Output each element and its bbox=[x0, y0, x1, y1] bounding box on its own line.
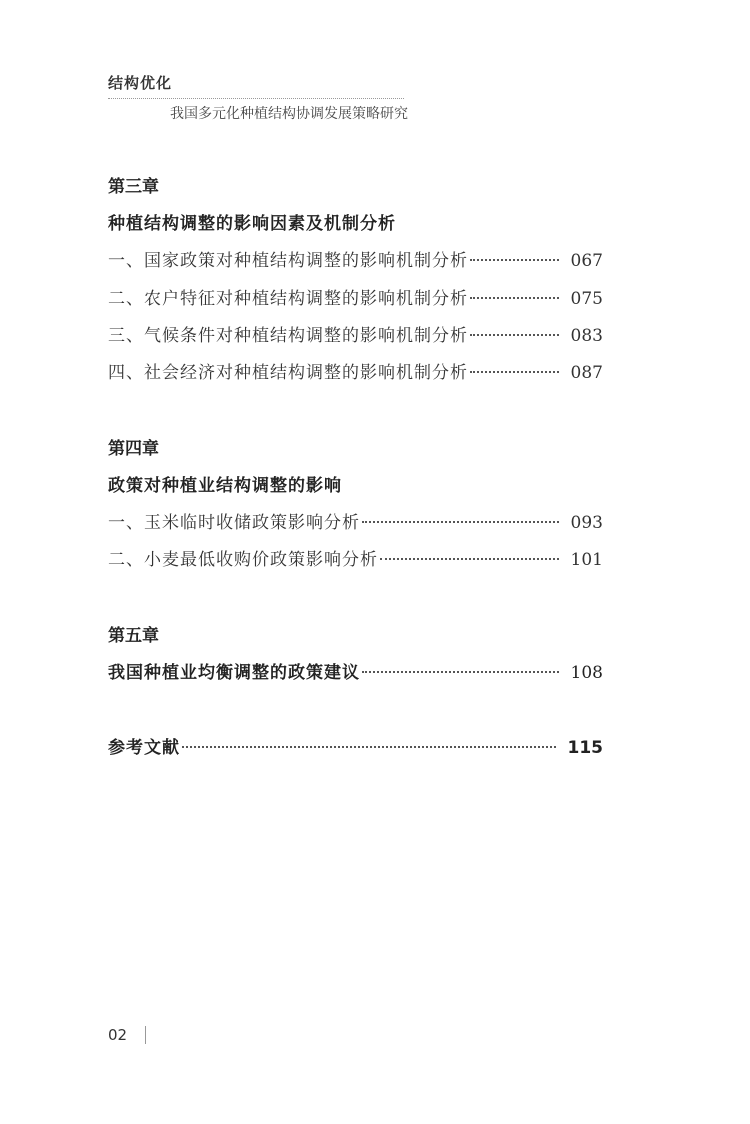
toc-entry[interactable] bbox=[108, 284, 603, 309]
page-number: 02 bbox=[108, 1026, 128, 1044]
dot-leader bbox=[470, 371, 559, 373]
toc-entry[interactable] bbox=[108, 246, 603, 271]
toc-entry[interactable] bbox=[108, 658, 603, 683]
chapter-title: 政策对种植业结构调整的影响 bbox=[108, 476, 342, 496]
toc-entry-page: 101 bbox=[570, 550, 603, 570]
toc-entry-page: 093 bbox=[570, 513, 603, 533]
toc-entry-label: 三、气候条件对种植结构调整的影响机制分析 bbox=[108, 326, 468, 346]
toc-entry-label: 二、农户特征对种植结构调整的影响机制分析 bbox=[108, 289, 468, 309]
toc-entry[interactable] bbox=[108, 545, 603, 570]
dot-leader bbox=[362, 671, 559, 673]
chapter-label: 第三章 bbox=[108, 177, 159, 197]
toc-entry-label: 一、玉米临时收储政策影响分析 bbox=[108, 513, 360, 533]
toc-entry-page: 083 bbox=[570, 326, 603, 346]
toc-entry[interactable] bbox=[108, 508, 603, 533]
dot-leader bbox=[380, 558, 559, 560]
chapter-label: 第四章 bbox=[108, 439, 159, 459]
toc-entry-references[interactable] bbox=[108, 733, 603, 758]
toc-entry-page: 115 bbox=[567, 738, 603, 758]
running-header bbox=[108, 72, 408, 123]
book-subtitle: 我国多元化种植结构协调发展策略研究 bbox=[170, 106, 408, 122]
dot-leader bbox=[182, 746, 556, 748]
toc-entry-page: 108 bbox=[570, 663, 603, 683]
chapter-label: 第五章 bbox=[108, 626, 159, 646]
toc-entry-page: 075 bbox=[570, 289, 603, 309]
dot-leader bbox=[362, 521, 559, 523]
toc-entry-label: 一、国家政策对种植结构调整的影响机制分析 bbox=[108, 251, 468, 271]
series-title: 结构优化 bbox=[108, 74, 173, 92]
dot-leader bbox=[470, 259, 559, 261]
chapter-title: 种植结构调整的影响因素及机制分析 bbox=[108, 214, 396, 234]
dot-leader bbox=[470, 334, 559, 336]
toc-entry-page: 067 bbox=[570, 251, 603, 271]
toc-entry-label: 四、社会经济对种植结构调整的影响机制分析 bbox=[108, 363, 468, 383]
header-rule bbox=[108, 98, 404, 99]
footer-divider bbox=[145, 1026, 146, 1044]
toc-entry-label: 参考文献 bbox=[108, 738, 180, 758]
toc-entry[interactable] bbox=[108, 321, 603, 346]
toc-entry-label: 二、小麦最低收购价政策影响分析 bbox=[108, 550, 378, 570]
toc-entry-page: 087 bbox=[570, 363, 603, 383]
dot-leader bbox=[470, 297, 559, 299]
toc-entry[interactable] bbox=[108, 358, 603, 383]
page-footer bbox=[108, 1026, 146, 1044]
toc-entry-label: 我国种植业均衡调整的政策建议 bbox=[108, 663, 360, 683]
